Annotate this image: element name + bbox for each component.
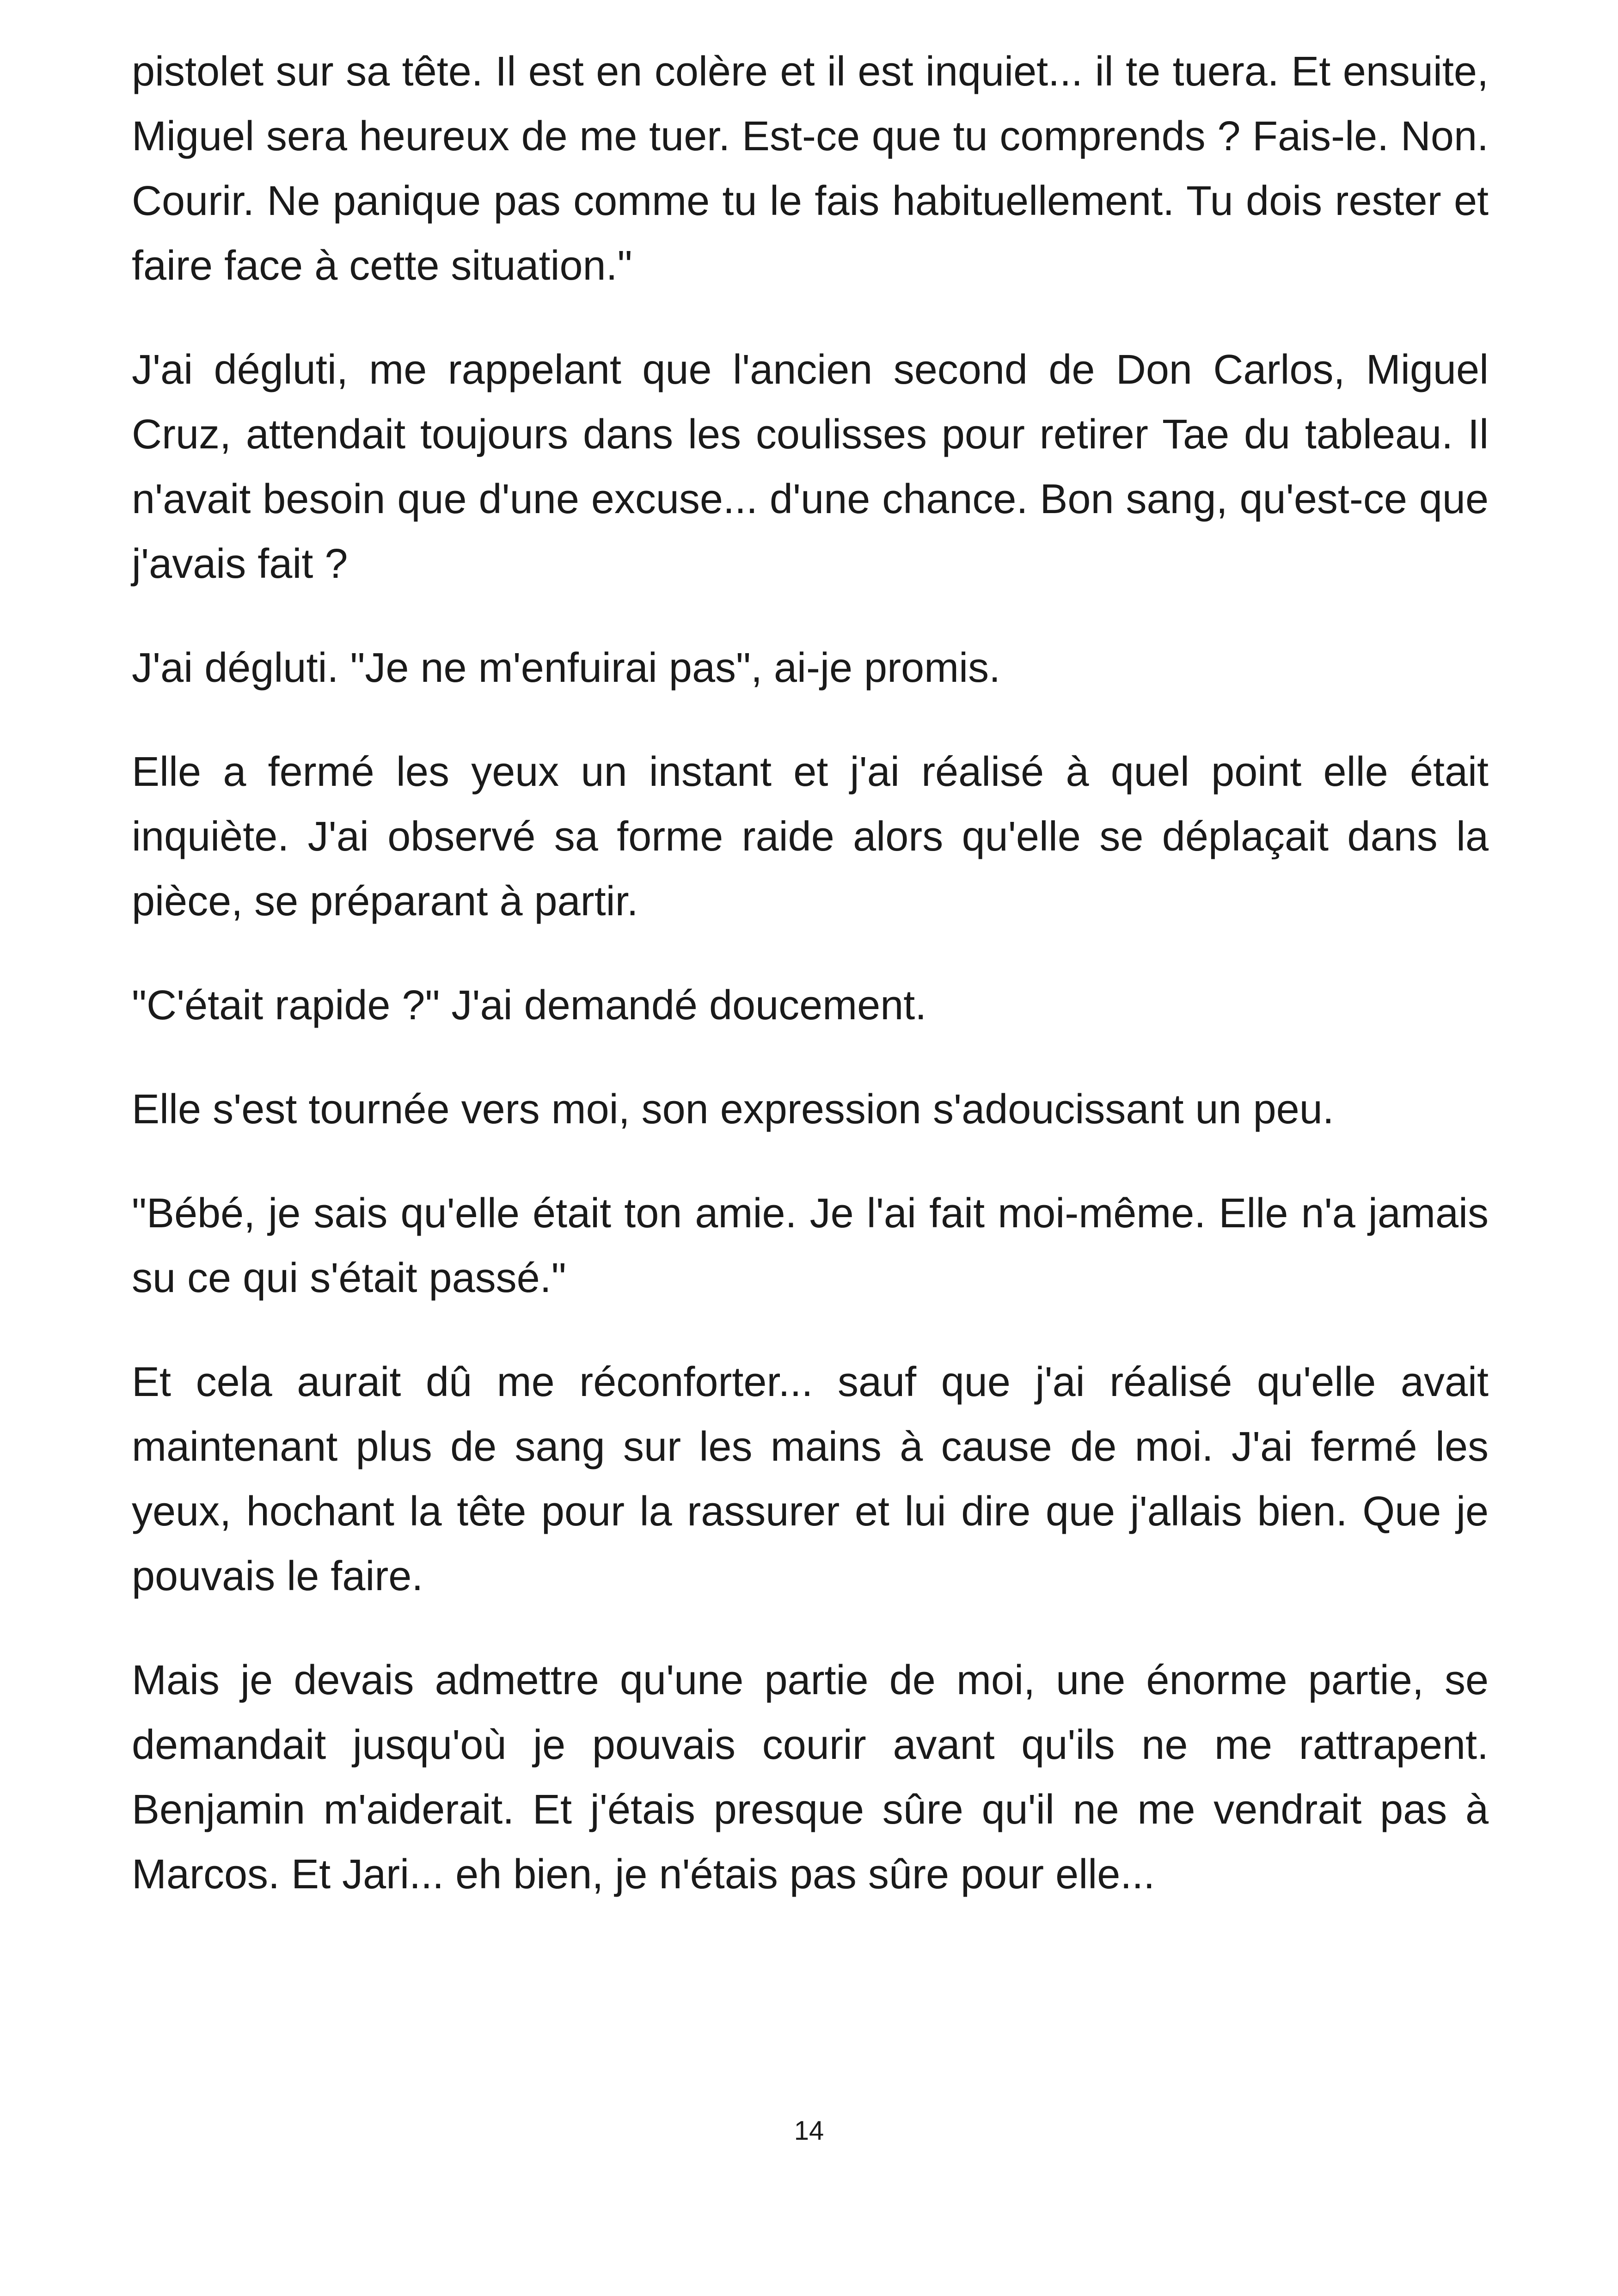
paragraph: Et cela aurait dû me réconforter... sauf que j'ai réalisé qu'elle avait maintenant plus de sang sur les mains à cause de moi. J'ai fermé les yeux, hochant la tête pour la rassurer et lui dire que j'allais bien. Que je pouvais le faire. — [132, 1359, 1489, 1599]
paragraph: pistolet sur sa tête. Il est en colère et il est inquiet... il te tuera. Et ensuite, Miguel sera heureux de me tuer. Est-ce que tu comprends ? Fais-le. Non. Courir. Ne panique pas comme tu le fais habituellement. Tu dois rester et faire face à cette situation." — [132, 49, 1489, 289]
paragraph: Mais je devais admettre qu'une partie de moi, une énorme partie, se demandait jusqu'où je pouvais courir avant qu'ils ne me rattrapent. Benjamin m'aiderait. Et j'étais presque sûre qu'il ne me vendrait pas à Marcos. Et Jari... eh bien, je n'étais pas sûre pour elle... — [132, 1657, 1489, 1898]
paragraph: "Bébé, je sais qu'elle était ton amie. Je l'ai fait moi-même. Elle n'a jamais su ce qui s'était passé." — [132, 1190, 1489, 1301]
paragraph: J'ai dégluti, me rappelant que l'ancien second de Don Carlos, Miguel Cruz, attendait toujours dans les coulisses pour retirer Tae du tableau. Il n'avait besoin que d'une excuse... d'une chance. Bon sang, qu'est-ce que j'avais fait ? — [132, 347, 1489, 587]
body-text — [132, 39, 1489, 1946]
paragraph: Elle a fermé les yeux un instant et j'ai réalisé à quel point elle était inquiète. J'ai observé sa forme raide alors qu'elle se déplaçait dans la pièce, se préparant à partir. — [132, 749, 1489, 925]
page-number: 14 — [794, 2116, 824, 2146]
paragraph: J'ai dégluti. "Je ne m'enfuirai pas", ai-je promis. — [132, 645, 1001, 691]
paragraph: Elle s'est tournée vers moi, son expression s'adoucissant un peu. — [132, 1086, 1334, 1133]
paragraph: "C'était rapide ?" J'ai demandé doucement. — [132, 982, 927, 1029]
